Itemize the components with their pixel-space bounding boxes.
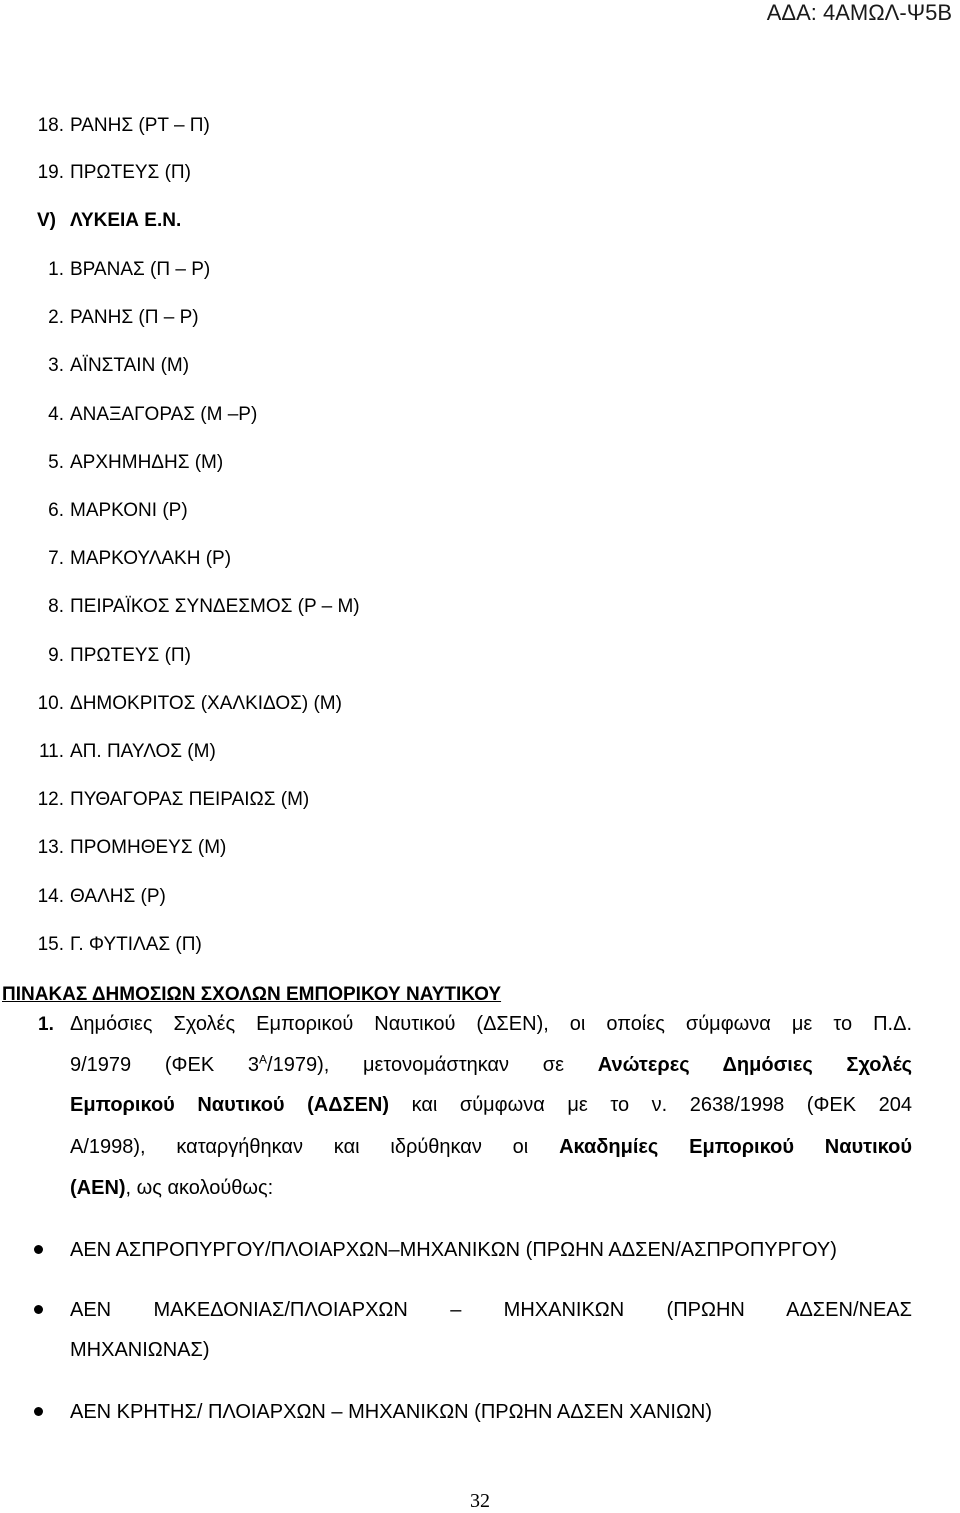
list-item-text: ΠΡΩΤΕΥΣ (Π) (70, 162, 191, 183)
list-item-text: ΠΥΘΑΓΟΡΑΣ ΠΕΙΡΑΙΩΣ (Μ) (70, 789, 310, 810)
superscript: Α (259, 1052, 268, 1067)
list-item-text: ΑΠ. ΠΑΥΛΟΣ (Μ) (70, 741, 216, 762)
list-item-number: 2. (48, 307, 64, 328)
bullet-icon (34, 1407, 43, 1416)
list-item-text: ΜΑΡΚΟΥΛΑΚΗ (Ρ) (70, 548, 232, 569)
list-item-number: 4. (48, 404, 64, 425)
paragraph-text: Δημόσιες Σχολές Εμπορικού Ναυτικού (ΔΣΕΝ), οι οποίες σύμφωνα με το Π.Δ. (70, 1013, 912, 1035)
list-item-text: ΜΑΡΚΟΝΙ (Ρ) (70, 500, 188, 521)
list-item-text: ΘΑΛΗΣ (Ρ) (70, 886, 166, 907)
list-item-number: 15. (37, 934, 64, 955)
paragraph-bold-text: (ΑΕΝ) (70, 1177, 126, 1199)
list-item-number: 19. (37, 162, 64, 183)
paragraph-line (70, 1168, 912, 1208)
list-item-number: 12. (37, 789, 64, 810)
list-item-text: ΠΡΟΜΗΘΕΥΣ (Μ) (70, 837, 227, 858)
list-item-text: ΑΪΝΣΤΑΙΝ (Μ) (70, 355, 190, 376)
list-item-text: ΒΡΑΝΑΣ (Π – Ρ) (70, 259, 211, 280)
bullet-item: ΑΕΝ ΑΣΠΡΟΠΥΡΓΟΥ/ΠΛΟΙΑΡΧΩΝ–ΜΗΧΑΝΙΚΩΝ (ΠΡΩΗΝ ΑΔΣΕΝ/ΑΣΠΡΟΠΥΡΓΟΥ) (70, 1239, 837, 1261)
list-item-number: 13. (37, 837, 64, 858)
paragraph-text: Α/1998), καταργήθηκαν και ιδρύθηκαν οι (70, 1136, 529, 1158)
bullet-icon (34, 1305, 43, 1314)
paragraph-line (70, 1004, 912, 1044)
paragraph-number: 1. (38, 1014, 54, 1035)
list-item-text: ΔΗΜΟΚΡΙΤΟΣ (ΧΑΛΚΙΔΟΣ) (Μ) (70, 693, 342, 714)
list-item-number: 3. (48, 355, 64, 376)
bullet-item: ΑΕΝ ΜΑΚΕΔΟΝΙΑΣ/ΠΛΟΙΑΡΧΩΝ – ΜΗΧΑΝΙΚΩΝ (ΠΡΩΗΝ ΑΔΣΕΝ/ΝΕΑΣ (70, 1299, 912, 1321)
list-item-number: 1. (48, 259, 64, 280)
paragraph-bold-text: Ανώτερες Δημόσιες Σχολές (597, 1054, 912, 1076)
list-item-number: 7. (48, 548, 64, 569)
list-item-text: ΠΡΩΤΕΥΣ (Π) (70, 645, 191, 666)
paragraph-line (70, 1045, 912, 1085)
bullet-icon (34, 1245, 43, 1254)
paragraph-line (70, 1085, 912, 1125)
section-title: ΠΙΝΑΚΑΣ ΔΗΜΟΣΙΩΝ ΣΧΟΛΩΝ ΕΜΠΟΡΙΚΟΥ ΝΑΥΤΙΚΟΥ (2, 984, 502, 1005)
list-item-number: 5. (48, 452, 64, 473)
list-item-number: 8. (48, 596, 64, 617)
paragraph-bold-text: Ακαδημίες Εμπορικού Ναυτικού (559, 1136, 912, 1158)
paragraph-text: 9/1979 (ΦΕΚ 3 (70, 1054, 259, 1076)
section-v-title: ΛΥΚΕΙΑ Ε.Ν. (70, 210, 182, 231)
paragraph-bold-text: Εμπορικού Ναυτικού (ΑΔΣΕΝ) (70, 1094, 390, 1116)
list-item-text: ΡΑΝΗΣ (ΡΤ – Π) (70, 115, 210, 136)
list-item-number: 6. (48, 500, 64, 521)
paragraph-text: και σύμφωνα με το ν. 2638/1998 (ΦΕΚ 204 (411, 1094, 912, 1116)
list-item-text: ΠΕΙΡΑΪΚΟΣ ΣΥΝΔΕΣΜΟΣ (Ρ – Μ) (70, 596, 360, 617)
paragraph-text: /1979), μετονομάστηκαν σε (267, 1054, 565, 1076)
list-item-text: Γ. ΦΥΤΙΛΑΣ (Π) (70, 934, 202, 955)
bullet-item-continuation: ΜΗΧΑΝΙΩΝΑΣ) (70, 1339, 210, 1361)
paragraph-text: , ως ακολούθως: (125, 1177, 274, 1199)
list-item-text: ΑΡΧΗΜΗΔΗΣ (Μ) (70, 452, 224, 473)
list-item-number: 11. (38, 741, 64, 762)
ada-code: ΑΔΑ: 4ΑΜΩΛ-Ψ5Β (766, 0, 952, 25)
section-v-label: V) (37, 210, 56, 231)
list-item-number: 10. (37, 693, 64, 714)
list-item-text: ΑΝΑΞΑΓΟΡΑΣ (Μ –Ρ) (70, 404, 258, 425)
page-number: 32 (470, 1490, 490, 1512)
list-item-number: 18. (37, 115, 64, 136)
list-item-number: 14. (37, 886, 64, 907)
list-item-number: 9. (48, 645, 64, 666)
list-item-text: ΡΑΝΗΣ (Π – Ρ) (70, 307, 199, 328)
bullet-item: ΑΕΝ ΚΡΗΤΗΣ/ ΠΛΟΙΑΡΧΩΝ – ΜΗΧΑΝΙΚΩΝ (ΠΡΩΗΝ ΑΔΣΕΝ ΧΑΝΙΩΝ) (70, 1401, 713, 1423)
paragraph-line (70, 1127, 912, 1167)
